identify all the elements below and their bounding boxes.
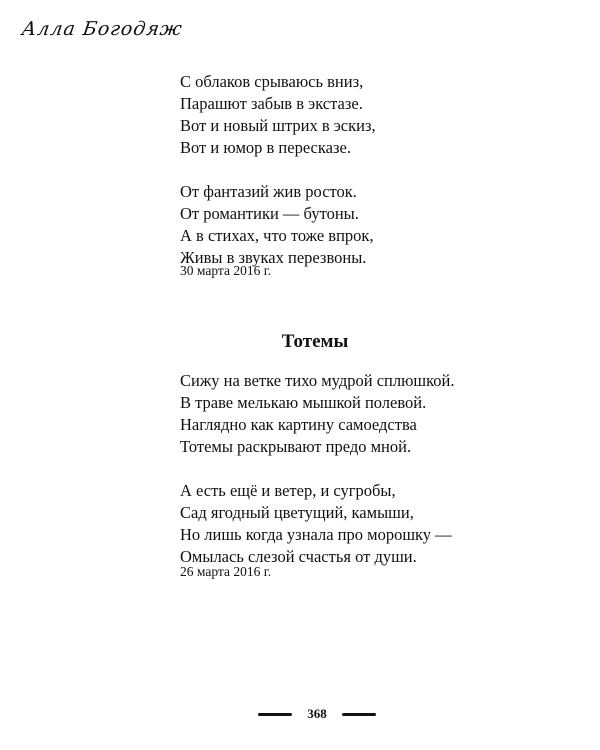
page-footer [0,704,600,724]
poem-1-date: 30 марта 2016 г. [180,263,272,278]
poem-2-stanza-1 [180,370,455,458]
poem-2-stanza-2 [180,480,455,568]
footer-rule-right [342,713,376,716]
poem-line: От романтики — бутоны. [180,204,359,223]
poem-line: В траве мелькаю мышкой полевой. [180,393,427,412]
poem-line: Наглядно как картину самоедства [180,415,417,434]
poem-line: А в стихах, что тоже впрок, [180,226,374,245]
poem-line: Вот и юмор в пересказе. [180,138,351,157]
poem-2-title: Тотемы [281,331,349,352]
page-number: 368 [307,706,327,721]
footer-rule-left [258,713,292,716]
poem-line: С облаков срываюсь вниз, [180,72,364,91]
poem-line: Но лишь когда узнала про морошку — [180,525,452,544]
poem-line: А есть ещё и ветер, и сугробы, [180,481,396,500]
poem-line: Сад ягодный цветущий, камыши, [180,503,414,522]
poem-line: Омылась слезой счастья от души. [180,547,417,566]
poem-2-date: 26 марта 2016 г. [180,564,272,579]
poem-line: От фантазий жив росток. [180,182,357,201]
poem-1-stanza-2 [180,181,376,269]
poem-line: Тотемы раскрывают предо мной. [180,437,412,456]
poem-1-body [180,71,376,269]
poem-line: Вот и новый штрих в эскиз, [180,116,376,135]
poem-2-body [180,370,455,568]
running-header-author: Алла Богодяж [20,18,185,40]
poem-line: Сижу на ветке тихо мудрой сплюшкой. [180,371,455,390]
poem-line: Живы в звуках перезвоны. [180,248,367,267]
poem-line: Парашют забыв в экстазе. [180,94,363,113]
poem-1-stanza-1 [180,71,376,159]
